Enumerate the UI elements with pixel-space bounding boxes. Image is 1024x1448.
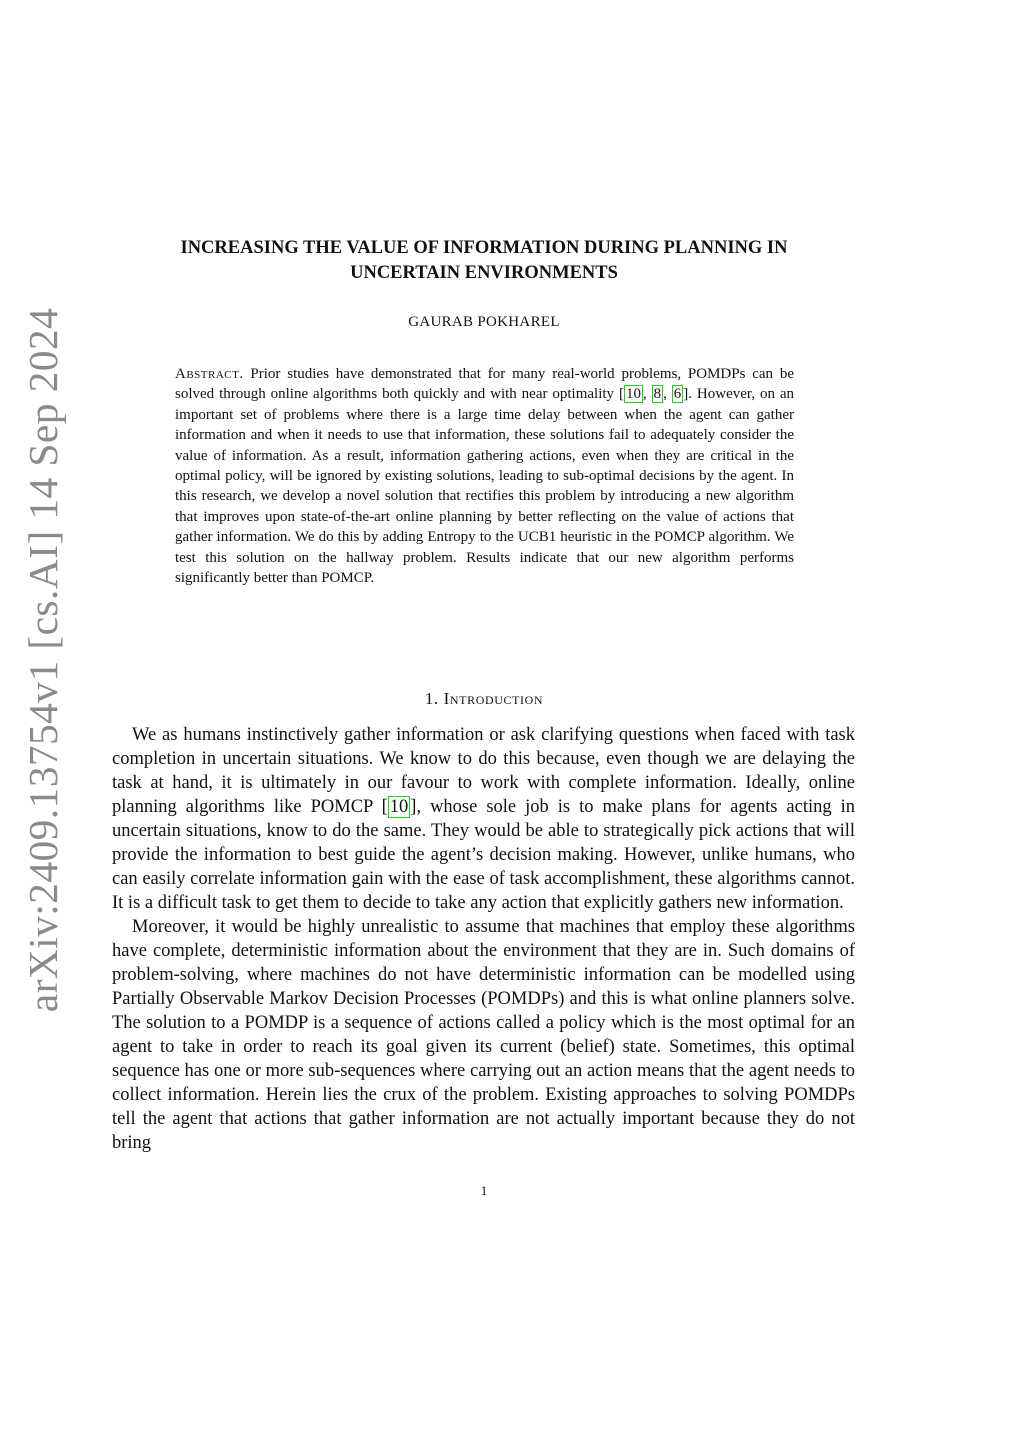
- abstract-text-a: Prior studies have demonstrated that for many real-world problems, POMDPs can be solved through online algorithms both quickly and with near optimality [: [175, 366, 795, 403]
- section-heading: [100, 689, 868, 709]
- paragraph-text: ], whose sole job is to make plans for agents acting in uncertain situations, know to do the same. They would be able to strategically pick actions that will provide the information to best guide the agent’s decision making. However, unlike humans, who can easily correlate information gain with the ease of task accomplishment, these algorithms cannot. It is a difficult task to get them to decide to take any action that explicitly gathers new information.: [112, 797, 855, 913]
- citation-separator: ,: [642, 386, 652, 403]
- paragraph: Moreover, it would be highly unrealistic to assume that machines that employ these algorithms have complete, deterministic information about the environment that they are in. Such domains of problem-solving, where machines do not have deterministic information can be modelled using Partially Observable Markov Decision Processes (POMDPs) and this is what online planners solve. The solution to a POMDP is a sequence of actions called a policy which is the most optimal for an agent to take in order to reach its goal given its current (belief) state. Sometimes, this optimal sequence has one or more sub-sequences where carrying out an action means that the agent needs to collect information. Herein lies the crux of the problem. Existing approaches to solving POMDPs tell the agent that actions that gather information are not actually important because they do not bring: [112, 917, 855, 1153]
- body-text: [112, 723, 855, 1155]
- citation-link[interactable]: 8: [653, 386, 662, 403]
- paragraph-text: We as humans instinctively gather information or ask clarifying questions when faced with task completion in uncertain situations. We know to do this because, even though we are delaying the task at hand, it is ultimately in our favour to work with complete information. Ideally, online planning algorithms like POMCP [: [112, 725, 855, 817]
- citation-link[interactable]: 10: [389, 797, 409, 817]
- abstract-text-b: ]. However, on an important set of problems where there is a large time delay between when the agent can gather information and when it needs to use that information, these solutions fail to adequately consider the value of information. As a result, information gathering actions, even when they are critical in the optimal policy, will be ignored by existing solutions, leading to sub-optimal decisions by the agent. In this research, we develop a novel solution that rectifies this problem by introducing a new algorithm that improves upon state-of-the-art online planning by better reflecting on the value of actions that gather information. We do this by adding Entropy to the UCB1 heuristic in the POMCP algorithm. We test this solution on the hallway problem. Results indicate that our new algorithm performs significantly better than POMCP.: [175, 386, 794, 587]
- citation-link[interactable]: 10: [625, 386, 641, 403]
- paper-title: [100, 236, 868, 286]
- citation-link[interactable]: 6: [673, 386, 682, 403]
- author-name: GAURAB POKHAREL: [408, 314, 560, 330]
- page-number: 1: [480, 1183, 488, 1198]
- paper-title-line-1: INCREASING THE VALUE OF INFORMATION DURING PLANNING IN: [180, 238, 788, 258]
- paper-title-line-2: UNCERTAIN ENVIRONMENTS: [350, 263, 618, 283]
- citation-separator: ,: [663, 386, 672, 403]
- abstract: [175, 364, 794, 588]
- arxiv-identifier-stamp: arXiv:2409.13754v1 [cs.AI] 14 Sep 2024: [20, 307, 66, 1013]
- section-number: 1.: [424, 689, 439, 708]
- paragraph: [112, 723, 855, 915]
- abstract-label: Abstract.: [175, 366, 244, 382]
- section-title: Introduction: [443, 689, 544, 708]
